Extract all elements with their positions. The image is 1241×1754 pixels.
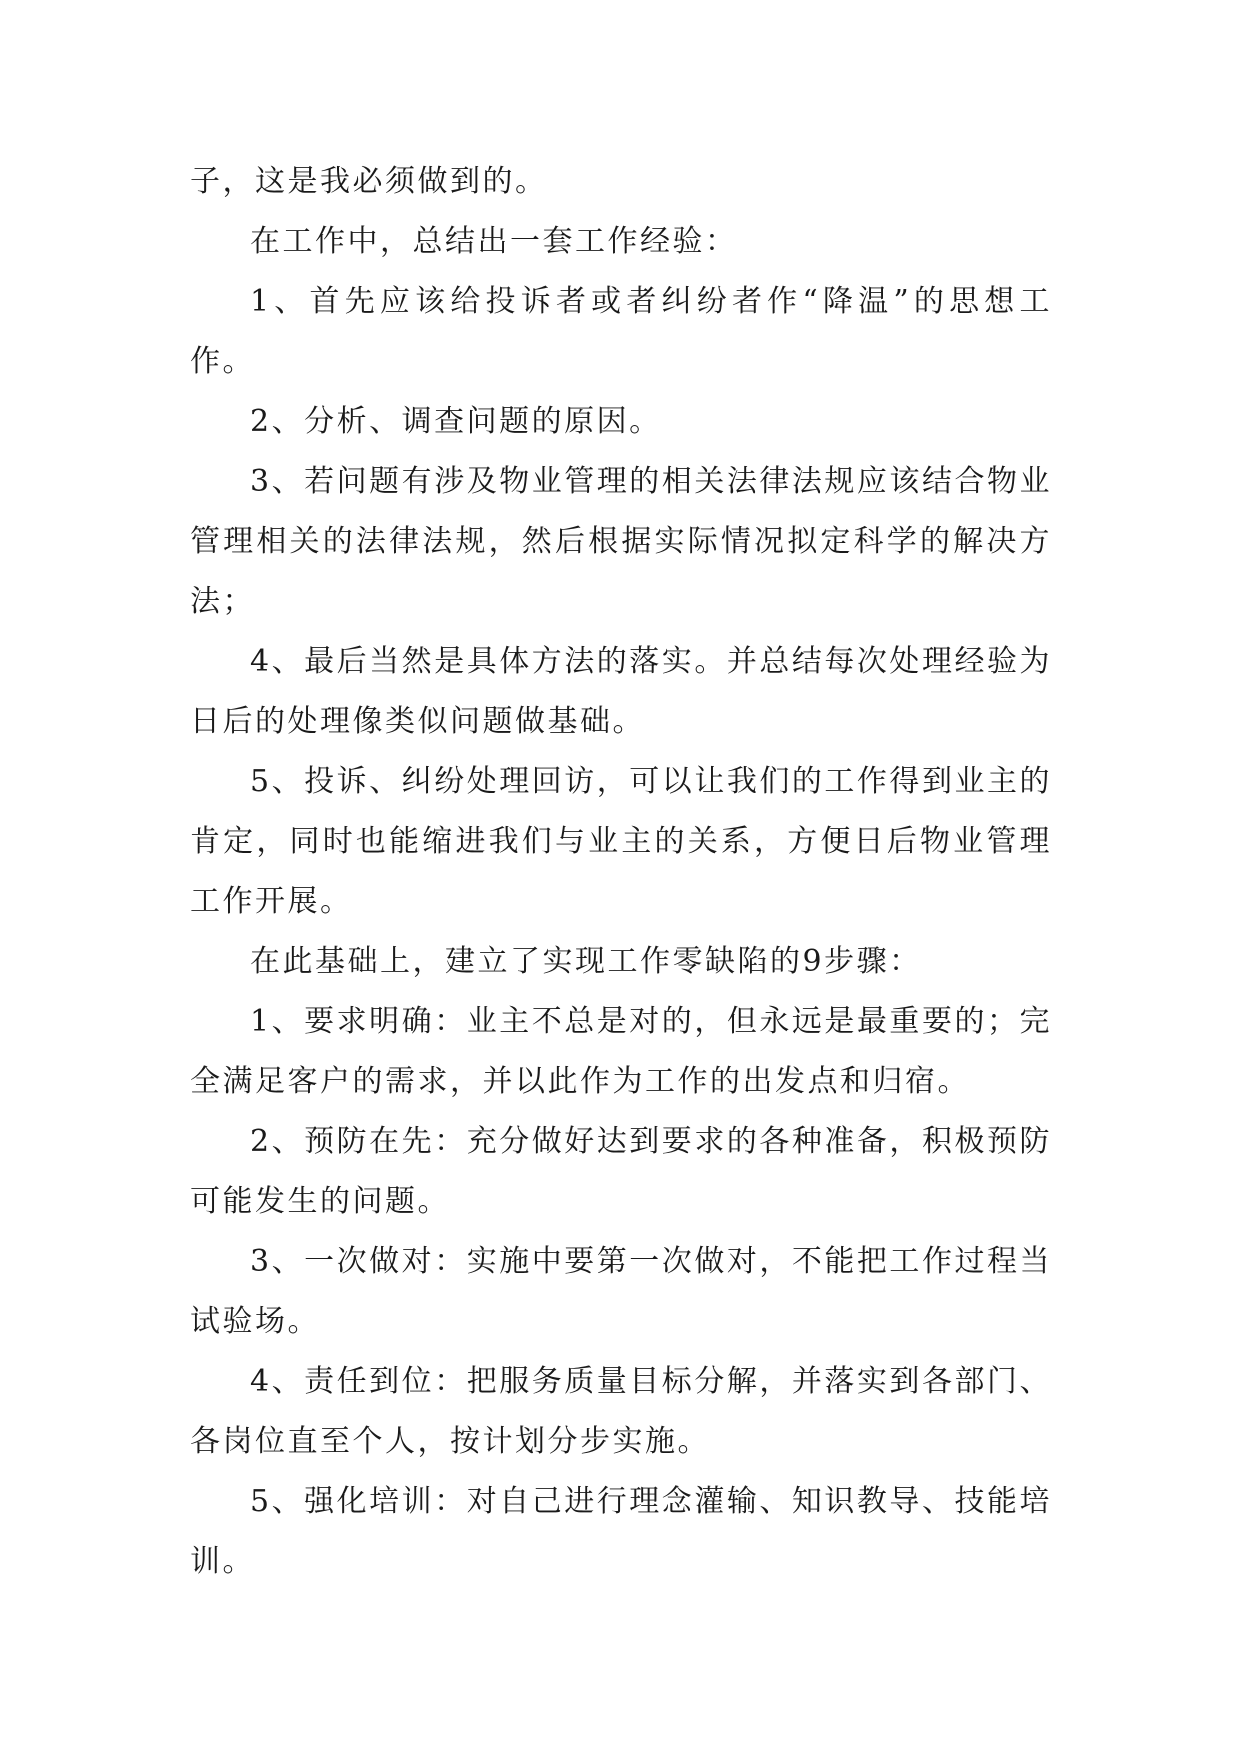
document-body [190,152,1052,1592]
paragraph: 在此基础上，建立了实现工作零缺陷的9步骤： [250,944,922,979]
paragraph: 2、预防在先：充分做好达到要求的各种准备，积极预防可能发生的问题。 [190,1124,1052,1219]
paragraph: 1、要求明确：业主不总是对的，但永远是最重要的；完全满足客户的需求，并以此作为工作的出发点和归宿。 [190,1004,1052,1099]
paragraph: 3、若问题有涉及物业管理的相关法律法规应该结合物业管理相关的法律法规，然后根据实际情况拟定科学的解决方法； [190,464,1052,619]
paragraph: 2、分析、调查问题的原因。 [250,404,662,439]
paragraph: 子，这是我必须做到的。 [190,164,548,199]
paragraph: 1、首先应该给投诉者或者纠纷者作“降温”的思想工作。 [190,284,1052,379]
paragraph: 4、最后当然是具体方法的落实。并总结每次处理经验为日后的处理像类似问题做基础。 [190,644,1052,739]
paragraph: 在工作中，总结出一套工作经验： [250,224,738,259]
paragraph: 4、责任到位：把服务质量目标分解，并落实到各部门、各岗位直至个人，按计划分步实施。 [190,1364,1052,1459]
paragraph: 3、一次做对：实施中要第一次做对，不能把工作过程当试验场。 [190,1244,1052,1339]
paragraph: 5、强化培训：对自己进行理念灌输、知识教导、技能培训。 [190,1484,1052,1579]
paragraph: 5、投诉、纠纷处理回访，可以让我们的工作得到业主的肯定，同时也能缩进我们与业主的关系，方便日后物业管理工作开展。 [190,764,1052,919]
